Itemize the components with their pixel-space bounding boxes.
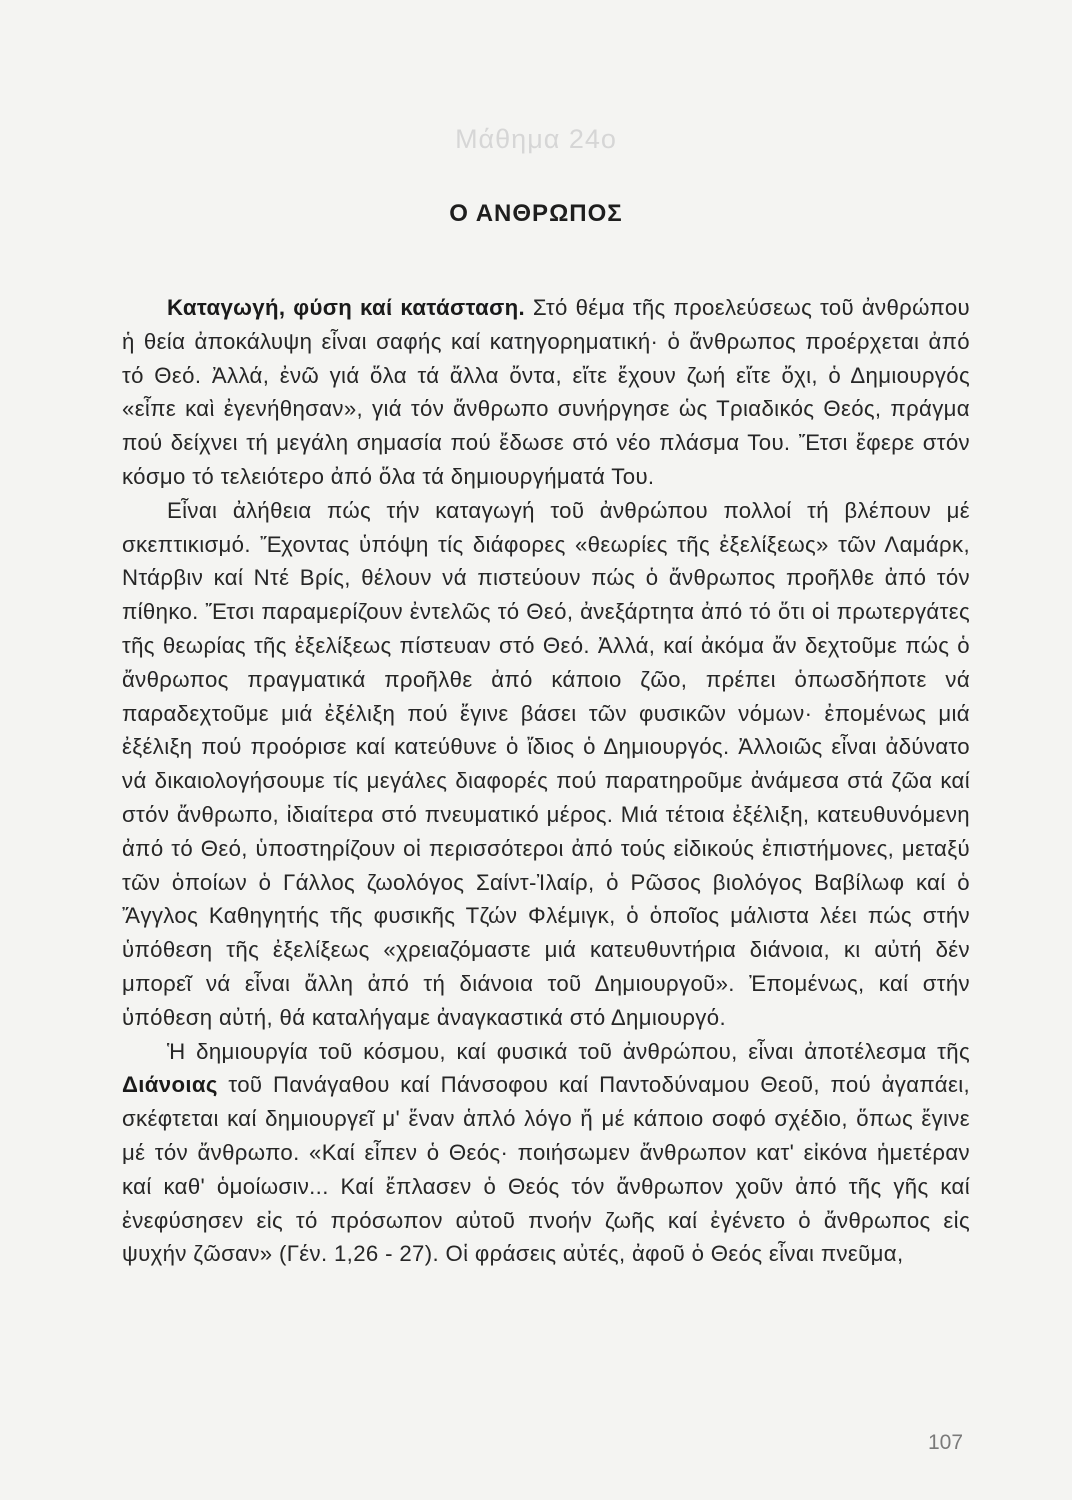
chapter-title: Ο ΑΝΘΡΩΠΟΣ: [449, 200, 623, 227]
paragraph-lead-heading: Καταγωγή, φύση καί κατάσταση.: [167, 295, 526, 320]
lesson-label: Μάθημα 24ο: [455, 124, 617, 154]
body-text: [122, 291, 970, 1271]
paragraph-creation: [122, 1035, 970, 1272]
paragraph-creation-text-after: τοῦ Πανάγαθου καί Πάνσοφου καί Παντοδύναμου Θεοῦ, πού ἀγαπάει, σκέφτεται καί δημιουργεῖ μ' ἕναν ἁπλό λόγο ἤ μέ κάποιο σοφό σχέδιο, ὅπως ἔγινε μέ τόν ἄνθρωπο. «Καί εἶπεν ὁ Θεός· ποιήσωμεν ἄνθρωπον κατ' εἰκόνα ἡμετέραν καί καθ' ὁμοίωσιν... Καί ἔπλασεν ὁ Θεός τόν ἄνθρωπον χοῦν ἀπό τῆς γῆς καί ἐνεφύσησεν εἰς τό πρόσωπον αὐτοῦ πνοήν ζωῆς καί ἐγένετο ὁ ἄνθρωπος εἰς ψυχήν ζῶσαν» (Γέν. 1,26 - 27). Οἱ φράσεις αὐτές, ἀφοῦ ὁ Θεός εἶναι πνεῦμα,: [122, 1072, 970, 1267]
paragraph-evolution: Εἶναι ἀλήθεια πώς τήν καταγωγή τοῦ ἀνθρώπου πολλοί τή βλέπουν μέ σκεπτικισμό. Ἔχοντας ὑπόψη τίς διάφορες «θεωρίες τῆς ἐξελίξεως» τῶν Λαμάρκ, Ντάρβιν καί Ντέ Βρίς, θέλουν νά πιστεύουν πώς ὁ ἄνθρωπος προῆλθε ἀπό τόν πίθηκο. Ἔτσι παραμερίζουν ἐντελῶς τό Θεό, ἀνεξάρτητα ἀπό τό ὅτι οἱ πρωτεργάτες τῆς θεωρίας τῆς ἐξελίξεως πίστευαν στό Θεό. Ἀλλά, καί ἀκόμα ἄν δεχτοῦμε πώς ὁ ἄνθρωπος πραγματικά προῆλθε ἀπό κάποιο ζῶο, πρέπει ὁπωσδήποτε νά παραδεχτοῦμε μιά ἐξέλιξη πού ἔγινε βάσει τῶν φυσικῶν νόμων· ἐπομένως μιά ἐξέλιξη πού προόρισε καί κατεύθυνε ὁ ἴδιος ὁ Δημιουργός. Ἀλλοιῶς εἶναι ἀδύνατο νά δικαιολογήσουμε τίς μεγάλες διαφορές πού παρατηροῦμε ἀνάμεσα στά ζῶα καί στόν ἄνθρωπο, ἰδιαίτερα στό πνευματικό μέρος. Μιά τέτοια ἐξέλιξη, κατευθυνόμενη ἀπό τό Θεό, ὑποστηρίζουν οἱ περισσότεροι ἀπό τούς εἰδικούς ἐπιστήμονες, μεταξύ τῶν ὁποίων ὁ Γάλλος ζωολόγος Σαίντ-Ἰλαίρ, ὁ Ρῶσος βιολόγος Βαβίλωφ καί ὁ Ἄγγλος Καθηγητής τῆς φυσικῆς Τζών Φλέμιγκ, ὁ ὁποῖος μάλιστα λέει πώς στήν ὑπόθεση τῆς ἐξελίξεως «χρειαζόμαστε μιά κατευθυντήρια διάνοια, κι αὐτή δέν μπορεῖ νά εἶναι ἄλλη ἀπό τή διάνοια τοῦ Δημιουργοῦ». Ἐπομένως, καί στήν ὑπόθεση αὐτή, θά καταλήγαμε ἀναγκαστικά στό Δημιουργό.: [122, 497, 970, 1030]
paragraph-origin-text: Στό θέμα τῆς προελεύσεως τοῦ ἀνθρώπου ἡ θεία ἀποκάλυψη εἶναι σαφής καί κατηγορηματική· ὁ ἄνθρωπος προέρχεται ἀπό τό Θεό. Ἀλλά, ἐνῶ γιά ὅλα τά ἄλλα ὄντα, εἴτε ἔχουν ζωή εἴτε ὄχι, ὁ Δημιουργός «εἶπε καὶ ἐγενήθησαν», γιά τόν ἄνθρωπο συνήργησε ὡς Τριαδικός Θεός, πράγμα πού δείχνει τή μεγάλη σημασία πού ἔδωσε στό νέο πλάσμα Του. Ἔτσι ἔφερε στόν κόσμο τό τελειότερο ἀπό ὅλα τά δημιουργήματά Του.: [122, 295, 970, 489]
page-number: 107: [928, 1431, 964, 1454]
emphasized-word: Διάνοιας: [122, 1072, 218, 1098]
paragraph-origin: [122, 291, 970, 494]
paragraph-creation-text-before: Ἡ δημιουργία τοῦ κόσμου, καί φυσικά τοῦ ἀνθρώπου, εἶναι ἀποτέλεσμα τῆς: [167, 1038, 970, 1064]
